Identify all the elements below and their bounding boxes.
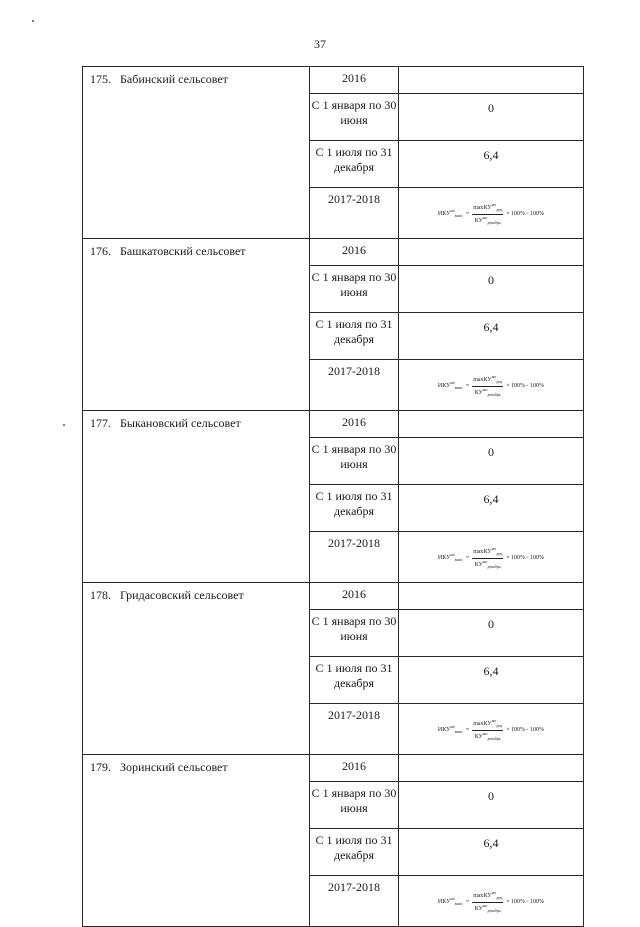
value-jul: 6,4 <box>399 657 584 704</box>
formula-numerator: maxКУ$^{мо}_{дец}$ <box>473 374 503 385</box>
period-year: 2016 <box>310 411 399 438</box>
formula-fraction <box>472 203 503 224</box>
formula-numerator: maxКУ$^{мо}_{дец}$ <box>473 546 503 557</box>
row-number: 175. <box>90 72 111 86</box>
formula-numerator: maxКУ$^{мо}_{дец}$ <box>473 718 503 729</box>
formula-fraction <box>472 547 503 568</box>
value-year <box>399 755 584 782</box>
value-year <box>399 239 584 266</box>
formula-denominator: $КУ^{мо}_{декабрь}$ <box>474 214 501 225</box>
table-row <box>83 583 584 610</box>
index-formula <box>399 545 583 568</box>
period-jan: С 1 января по 30 июня <box>310 782 399 829</box>
formula-equals: = <box>465 898 470 905</box>
value-jan: 0 <box>399 266 584 313</box>
formula-fraction <box>472 719 503 740</box>
value-jan: 0 <box>399 94 584 141</box>
formula-lhs: $ИКУ^{мо}_{макс}$ <box>437 552 463 563</box>
index-formula <box>399 717 583 740</box>
row-number: 178. <box>90 588 111 602</box>
formula-tail: × 100% - 100% <box>506 554 545 561</box>
table-row <box>83 411 584 438</box>
formula-cell <box>399 532 584 583</box>
formula-tail: × 100% - 100% <box>506 382 545 389</box>
period-year: 2016 <box>310 67 399 94</box>
period-year: 2016 <box>310 583 399 610</box>
formula-numerator: maxКУ$^{мо}_{дец}$ <box>473 890 503 901</box>
settlement-cell <box>83 755 310 927</box>
formula-lhs: $ИКУ^{мо}_{макс}$ <box>437 724 463 735</box>
formula-denominator: $КУ^{мо}_{декабрь}$ <box>474 386 501 397</box>
index-formula <box>399 201 583 224</box>
period-jan: С 1 января по 30 июня <box>310 438 399 485</box>
scan-speck <box>63 424 65 426</box>
formula-denominator: $КУ^{мо}_{декабрь}$ <box>474 902 501 913</box>
settlement-cell <box>83 239 310 411</box>
settlement-cell <box>83 583 310 755</box>
formula-fraction <box>472 891 503 912</box>
settlement-cell <box>83 67 310 239</box>
index-formula <box>399 889 583 912</box>
value-year <box>399 67 584 94</box>
formula-equals: = <box>465 382 470 389</box>
period-jul: С 1 июля по 31 декабря <box>310 141 399 188</box>
formula-cell <box>399 188 584 239</box>
formula-lhs: $ИКУ^{мо}_{макс}$ <box>437 896 463 907</box>
formula-cell <box>399 360 584 411</box>
value-jan: 0 <box>399 438 584 485</box>
period-range: 2017-2018 <box>310 876 399 927</box>
row-number: 179. <box>90 760 111 774</box>
period-range: 2017-2018 <box>310 704 399 755</box>
settlement-name: Зоринский сельсовет <box>120 760 228 774</box>
formula-lhs: $ИКУ^{мо}_{макс}$ <box>437 208 463 219</box>
period-jan: С 1 января по 30 июня <box>310 94 399 141</box>
formula-equals: = <box>465 726 470 733</box>
value-jul: 6,4 <box>399 313 584 360</box>
table-row <box>83 239 584 266</box>
period-range: 2017-2018 <box>310 532 399 583</box>
formula-equals: = <box>465 210 470 217</box>
settlement-cell <box>83 411 310 583</box>
value-jul: 6,4 <box>399 485 584 532</box>
period-year: 2016 <box>310 239 399 266</box>
formula-tail: × 100% - 100% <box>506 898 545 905</box>
settlement-name: Башкатовский сельсовет <box>120 244 246 258</box>
period-jul: С 1 июля по 31 декабря <box>310 657 399 704</box>
period-range: 2017-2018 <box>310 188 399 239</box>
settlement-name: Гридасовский сельсовет <box>120 588 244 602</box>
period-jan: С 1 января по 30 июня <box>310 610 399 657</box>
value-year <box>399 583 584 610</box>
period-jan: С 1 января по 30 июня <box>310 266 399 313</box>
scan-speck <box>32 20 34 22</box>
formula-cell <box>399 704 584 755</box>
value-jul: 6,4 <box>399 141 584 188</box>
value-jul: 6,4 <box>399 829 584 876</box>
formula-denominator: $КУ^{мо}_{декабрь}$ <box>474 558 501 569</box>
index-formula <box>399 373 583 396</box>
formula-fraction <box>472 375 503 396</box>
period-jul: С 1 июля по 31 декабря <box>310 313 399 360</box>
formula-equals: = <box>465 554 470 561</box>
formula-numerator: maxКУ$^{мо}_{дец}$ <box>473 202 503 213</box>
formula-tail: × 100% - 100% <box>506 210 545 217</box>
period-jul: С 1 июля по 31 декабря <box>310 829 399 876</box>
value-year <box>399 411 584 438</box>
settlement-name: Быкановский сельсовет <box>120 416 241 430</box>
row-number: 177. <box>90 416 111 430</box>
formula-tail: × 100% - 100% <box>506 726 545 733</box>
table-row <box>83 755 584 782</box>
table-row <box>83 67 584 94</box>
schedule-table <box>82 66 584 927</box>
period-range: 2017-2018 <box>310 360 399 411</box>
period-jul: С 1 июля по 31 декабря <box>310 485 399 532</box>
period-year: 2016 <box>310 755 399 782</box>
value-jan: 0 <box>399 610 584 657</box>
formula-cell <box>399 876 584 927</box>
formula-lhs: $ИКУ^{мо}_{макс}$ <box>437 380 463 391</box>
row-number: 176. <box>90 244 111 258</box>
page-number: 37 <box>314 37 326 51</box>
settlement-name: Бабинский сельсовет <box>120 72 228 86</box>
value-jan: 0 <box>399 782 584 829</box>
formula-denominator: $КУ^{мо}_{декабрь}$ <box>474 730 501 741</box>
